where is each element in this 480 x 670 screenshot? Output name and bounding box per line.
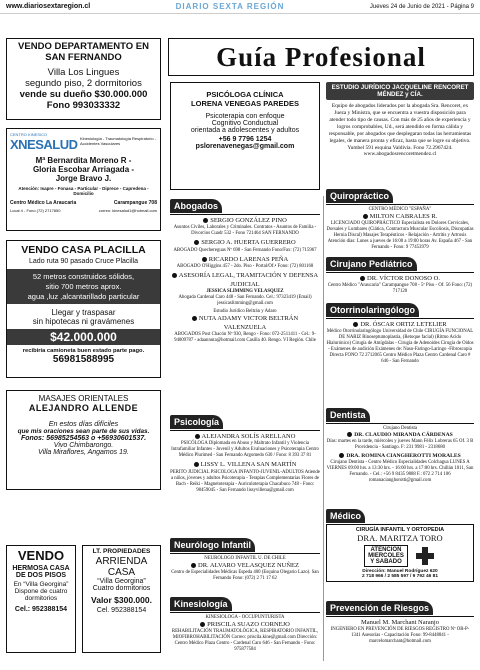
neurologo-sub: NEUROLOGO INFANTIL U. DE CHILE bbox=[204, 556, 286, 561]
casa-placilla-sub: Lado ruta 90 pasado Cruce Placilla bbox=[29, 258, 138, 265]
dentista-header: Dentista bbox=[326, 408, 370, 422]
section-psicologia bbox=[170, 412, 320, 494]
kinesalud-tagline: Kinesiología - Traumatología Respiratorio - Accidentes Vasculares bbox=[80, 136, 157, 146]
kinesalud-staff-3: Jorge Bravo J. bbox=[55, 174, 112, 183]
section-kinesiologia bbox=[170, 594, 320, 653]
masajes-l1: En estos días difíciles bbox=[48, 419, 119, 428]
arrienda-l5: Cuatro dormitorios bbox=[92, 585, 151, 592]
kinesalud-staff-1: Mª Bernardita Moreno R - bbox=[35, 156, 132, 165]
ad-department-l3: vende su dueño $30.000.000 bbox=[19, 88, 148, 100]
dentista-cianghherotti-detail: Cirujano Dentista - Centro Médico Especialidades Colchagua LUNES A VIERNES 09:00 hrs. a 13:30 hrs. - 16:00 hrs. a 17:00 hrs. Chillán 1011, San Fernando. - Cel.: +56 9 8435 9888 F.: 072 2 714 106 romanacianghorotti@gmail.com bbox=[326, 460, 474, 484]
vendo-title: VENDO bbox=[17, 548, 65, 563]
masajes-l4: Vivo Chimbarongo. bbox=[53, 442, 114, 449]
dentista-miranda: DR. CLAUDIO MIRANDA CÁRDENAS bbox=[326, 432, 474, 439]
section-riesgos bbox=[326, 598, 474, 645]
vendo-phone: Cel.: 952388154 bbox=[14, 606, 68, 613]
masajes-phones: Fonos: 56985254563 o +56930601537. bbox=[20, 435, 147, 442]
arrienda-price: Valor $300.000. bbox=[91, 595, 152, 605]
quiropractico-header: Quiropráctico bbox=[326, 189, 393, 203]
dentista-miranda-detail: Días: martes en la tarde, miércoles y jueves Mann Félix Lobreras 65 Of. 3 B Providencia - Santiago. F: 231 9981 - 2318680 bbox=[326, 439, 474, 451]
ad-masajes bbox=[6, 390, 161, 490]
estudio-web[interactable]: www.abogadosrencoretmendez.cl bbox=[363, 151, 437, 158]
kinesalud-attention: Atención: Isapre - Fonasa - Particular - Diprece - Capredena - Domicilio bbox=[18, 186, 149, 196]
abogado-gonzalez: SERGIO GONZÁLEZ PINO bbox=[170, 217, 320, 225]
masajes-l5: Villa Miraflores, Angamos 19. bbox=[38, 449, 129, 456]
bullet-icon bbox=[172, 273, 177, 278]
psico-clinica-email[interactable]: pslorenavenegas@gmail.com bbox=[195, 143, 295, 150]
masajes-l2: que mis oraciones sean parte de sus vidas. bbox=[17, 428, 150, 435]
estudio-addr: Yumbel 591 esquina Valdivia. Fono 72.2967424. bbox=[347, 145, 453, 152]
kinesalud-street: Carampangue 708 bbox=[113, 200, 157, 206]
casa-placilla-note: recibiría camioneta buen estado parte pago. bbox=[22, 348, 145, 355]
ad-arrienda bbox=[82, 545, 161, 653]
ad-department-phone: Fono 993033332 bbox=[46, 99, 121, 111]
vendo-l1: HERMOSA CASA bbox=[12, 565, 70, 572]
cross-icon bbox=[414, 545, 436, 567]
neurologo-header: Neurólogo Infantil bbox=[170, 538, 255, 552]
neurologo-velasquez: DR. ALVARO VELASQUEZ NUÑEZ bbox=[170, 562, 320, 570]
riesgos-detail: INGENIERO EN PREVENCIÓN DE RIESGOS REGISTRO Nº OR-P-1341 Asesorías - Capacitación Fono: 99-8448841 - marcelomarchant@hotmail.com bbox=[330, 627, 470, 645]
medico-phones: 2 718 966 / 2 585 597 / 9 792 46 81 bbox=[361, 574, 439, 579]
section-cirujano bbox=[326, 254, 474, 295]
guide-title-bar bbox=[168, 38, 474, 76]
casa-placilla-price: $42.000.000 bbox=[7, 329, 160, 345]
dentista-cianghherotti: DRA. ROMINA CIANGHEROTTI MORALES bbox=[326, 453, 474, 460]
medico-header: Médico bbox=[326, 509, 365, 523]
ad-kinesalud bbox=[6, 128, 161, 231]
arrienda-phone: Cel. 952388154 bbox=[96, 607, 147, 614]
arrienda-l4: “Villa Georgina” bbox=[97, 578, 146, 585]
abogado-huerta-detail: ABOGADO Quechereguas Nº 698 - San Fernando Fono/Fax: (72) 715967 bbox=[173, 247, 317, 253]
dentista-miranda-top: Cirujano Dentista bbox=[383, 426, 417, 431]
vendo-l4: Dispone de cuatro bbox=[14, 588, 68, 595]
bullet-icon bbox=[194, 240, 199, 245]
site-url[interactable]: www.diariosextaregion.cl bbox=[6, 3, 91, 10]
casa-placilla-title: VENDO CASA PLACILLA bbox=[21, 244, 146, 256]
medico-dias-1: MIERCOLES bbox=[368, 553, 404, 559]
psico-clinica-l2: Cognitivo Conductual bbox=[211, 120, 279, 127]
masajes-title-2: ALEJANDRO ALLENDE bbox=[28, 403, 139, 413]
ad-psicologa-clinica bbox=[170, 82, 320, 190]
section-abogados bbox=[170, 196, 320, 344]
page-date: Jueves 24 de Junio de 2021 - Página 9 bbox=[369, 3, 474, 10]
section-otorrino bbox=[326, 300, 474, 365]
arrienda-l2: ARRIENDA bbox=[95, 556, 148, 567]
psico-clinica-t2: LORENA VENEGAS PAREDES bbox=[191, 99, 299, 108]
kinesiologia-detail: REHABILITACIÓN TRAUMATOLÓGICA, RESPIRATORIO INFANTIL, MIOFIBROHABILITACIÓN Correo: priscila.kine@gmail.com Dirección: Centro Médico Plaza Centro - Cardenal Caro 646 - San Fernando - Fono: 975877584 bbox=[171, 629, 319, 653]
medico-atencion: ATENCIÓN bbox=[370, 547, 402, 553]
ad-vendo-casa bbox=[6, 545, 76, 653]
casa-placilla-d3: agua ,luz ,alcantarillado particular bbox=[27, 291, 140, 301]
estudio-text: Equipo de abogados liderados por la abogada Sra. Rencoret, ex Jueza y Ministra, que se encuentra a vuestra disposición para atender todo tipo de causas. Con más de 25 años de experiencia y logros comprobables, Ud., será atendido en forma cálida y responsable, por abogados que desplegaran todas las herramientas legales, de manera pronta y eficaz, hasta que se logre su objetivo. bbox=[328, 103, 472, 145]
kinesalud-email[interactable]: correo: kinesalud1@hotmail.com bbox=[98, 208, 157, 213]
psico-clinica-l1: Psicoterapia con enfoque bbox=[205, 113, 285, 120]
casa-placilla-phone: 56981588995 bbox=[52, 354, 115, 366]
abogado-gonzalez-detail: Asuntos Civiles, Laborales y Criminales. Contratos - Asuntos de Familia - Divorcios Cuadr 532 - Fono 721464 SAN FERNANDO bbox=[173, 225, 317, 237]
casa-placilla-d4: Llegar y traspasar bbox=[51, 308, 116, 318]
psicologa-villena-detail: PERITO JUDICIAL PSICOLOGA INFANTO-JUVENIL-ADULTOS Atiende a niños, jóvenes y adultos Psicoterapia - Terapias Complementarias Flores de Bach - Reiki - Magnetoterapia - Auriculoterapia Chacabuco 748 - Fono: 98459045 - San Fernando lissyvillena@gmail.com bbox=[170, 469, 320, 493]
bullet-icon bbox=[200, 622, 205, 627]
bullet-icon bbox=[360, 276, 365, 281]
section-neurologo bbox=[170, 535, 320, 582]
medico-dir: Dirección: Manuel Rodríguez 620 bbox=[362, 569, 438, 574]
kinesalud-local: Local 4 - Fono (72) 2717850 bbox=[10, 208, 61, 213]
medico-name: DRA. MARITZA TORO bbox=[357, 533, 443, 543]
ad-department-l1: Villa Los Lingues bbox=[47, 66, 120, 78]
quiropractico-cabrales: MILTON CABRALES R. bbox=[326, 213, 474, 221]
guide-title: Guía Profesional bbox=[216, 41, 426, 72]
arrienda-l1: LT. PROPIEDADES bbox=[92, 548, 151, 555]
cirujano-detail: Centro Médico "Araucaria" Carampangue 708 - 5º Piso - Of. 56 Fono: (72) 717120 bbox=[327, 283, 473, 295]
abogado-larenas-detail: ABOGADO O'Higgins 457 - 2do. Piso - Portal/Of.• Fono: (72) 801168 bbox=[176, 264, 314, 270]
abogado-slimming-sub: JESSICA SLIMMING VELASQUEZ bbox=[206, 289, 284, 295]
kinesalud-staff-2: Gloria Escobar Arriagada - bbox=[32, 165, 135, 174]
otorrino-detail: Médico Otorrinolaringólogo Universidad de Chile CIRUGÍA FUNCIONAL DE NARIZ Rinoseptumoplastía, (Retoque facial) (Ritmo Acido Hialurónico) Cirugía de Amígdalas - Cirugía de Adenoides Cirugía de Oídos - Exámenes de audición Exámenes de: Naso-Faringo-Laringo -Fibroscopia Directa FONO 72 2712065 Centro Médico Plaza Centro Cardenal Caro # 646 - San Fernando bbox=[326, 329, 474, 365]
page-header bbox=[0, 0, 480, 14]
bullet-icon bbox=[203, 218, 208, 223]
kinesiologia-header: Kinesiología bbox=[170, 597, 232, 611]
medico-dias-2: Y SABADO bbox=[370, 559, 402, 565]
kinesiologia-sub: KINESIOLOGA - OCCUPUNTURISTA bbox=[205, 615, 285, 620]
cirujano-donoso: DR. VÍCTOR DONOSO O. bbox=[326, 275, 474, 283]
psicologa-solis: ALEJANDRA SOLÍS ARELLANO bbox=[170, 433, 320, 441]
psico-clinica-t1: PSICÓLOGA CLÍNICA bbox=[206, 90, 284, 99]
section-estudio-juridico bbox=[326, 82, 474, 157]
bullet-icon bbox=[192, 316, 197, 321]
masthead: DIARIO SEXTA REGIÓN bbox=[175, 2, 285, 11]
casa-placilla-details bbox=[7, 269, 160, 304]
ad-department-title: VENDO DEPARTAMENTO EN SAN FERNANDO bbox=[18, 41, 149, 63]
otorrino-ortiz: DR. ÓSCAR ORTIZ LETELIER bbox=[326, 321, 474, 329]
estudio-beltran: Estudio Jurídico Beltrán y Adaro bbox=[213, 309, 277, 315]
psico-clinica-l3: orientada a adolescentes y adultos bbox=[190, 127, 300, 134]
vendo-l3: En “Villa Georgina” bbox=[13, 581, 69, 588]
riesgos-marchant: Manuel M. Marchant Naranjo bbox=[361, 619, 439, 626]
casa-placilla-d2: sitio 700 metros aprox. bbox=[45, 281, 122, 291]
casa-placilla-d5: sin hipotecas ni gravámenes bbox=[32, 317, 135, 327]
quiropractico-detail: LICENCIADO QUIROPRÁCTICO Especialista en Dolores Cervicales, Dorsales y Lumbares (Ciática, Contractura Muscular Escoliosis, Discopatías Hernia Discal) Masajes Terapéuticos - Relajación - Artritis y Artrosis Atención días: Lunes a jueves de 16:00 a 19:00 horas Av. España 467 - San Fernando - Fono: 9 77453979 bbox=[326, 221, 474, 251]
bullet-icon bbox=[363, 214, 368, 219]
abogado-beltran-detail: ABOGADOS Post Chacón Nº 930, Rengo - Fono: 072-2511411 - Cel.: 9-94009787 - adaannuta@hotmail.com Casilla 40. Rengo. VI Región. Chile bbox=[174, 331, 316, 343]
cirujano-header: Cirujano Pediátrico bbox=[326, 257, 417, 271]
bullet-icon bbox=[194, 462, 199, 467]
bullet-icon bbox=[347, 432, 352, 437]
abogado-huerta: SERGIO A. HUERTA GUERRERO bbox=[170, 239, 320, 247]
section-medico bbox=[326, 506, 474, 582]
psicologa-solis-detail: PSICÓLOGA Diplomada en Abuso y Maltrato Infantil y Violencia Intrafamiliar Infantes - Juvenil y Adultos Evaluaciones y Psicoterapia Centro Médico Plurimed - San Fernando Argomedo 630 / Fono: 8 393 37 81 bbox=[171, 441, 319, 459]
estudio-banner: ESTUDIO JURÍDICO JACQUELINE RENCORET MÉNDEZ y CÍA. bbox=[326, 82, 474, 100]
bullet-icon bbox=[202, 257, 207, 262]
abogados-header: Abogados bbox=[170, 199, 222, 213]
vendo-l5: dormitorios bbox=[24, 595, 58, 602]
abogado-slimming-detail: Abogada Cardenal Caro 448 - San Fernando. Cel.: 97323419 (Email) jessicaslimming@gmail.com bbox=[178, 295, 312, 307]
abogado-larenas: RICARDO LARENAS PEÑA bbox=[170, 256, 320, 264]
otorrino-header: Otorrinolaringólogo bbox=[326, 303, 419, 317]
masajes-title-1: MASAJES ORIENTALES bbox=[38, 394, 129, 403]
riesgos-header: Prevención de Riesgos bbox=[326, 601, 433, 615]
abogado-beltran: NUTA ADAMY VICTOR BELTRÁN VALENZUELA bbox=[170, 315, 320, 332]
bullet-icon bbox=[195, 434, 200, 439]
ad-department-l2: segundo piso, 2 dormitorios bbox=[25, 77, 142, 89]
vendo-l2: DE DOS PISOS bbox=[15, 572, 67, 579]
psicologa-villena: LISSY L. VILLENA SAN MARTÍN bbox=[170, 461, 320, 469]
section-quiropractico bbox=[326, 186, 474, 251]
arrienda-l3: CASA bbox=[107, 567, 136, 578]
bullet-icon bbox=[339, 453, 344, 458]
abogado-slimming: ASESORÍA LEGAL, TRAMITACIÓN Y DEFENSA JUDICIAL bbox=[170, 272, 320, 289]
kinesiologa-suazo: PRISCILA SUAZO CORNEJO bbox=[170, 621, 320, 629]
medico-sub: CIRUGÍA INFANTIL Y ORTOPEDIA bbox=[355, 527, 445, 533]
section-dentista bbox=[326, 405, 474, 484]
quiropractico-sub: CENTRO MÉDICO "ESPAÑA" bbox=[368, 207, 432, 212]
psico-clinica-phone: +56 9 7796 1254 bbox=[218, 136, 272, 143]
bullet-icon bbox=[191, 563, 196, 568]
kinesalud-center: Centro Médico La Araucaria bbox=[10, 200, 77, 206]
ad-department bbox=[6, 38, 161, 120]
column-divider bbox=[323, 196, 324, 661]
ad-casa-placilla bbox=[6, 240, 161, 378]
psicologia-header: Psicología bbox=[170, 415, 223, 429]
casa-placilla-d1: 52 metros construidos sólidos, bbox=[32, 272, 135, 281]
kinesalud-logo: XNESALUD bbox=[10, 137, 78, 152]
neurologo-detail: Centro de Especialidades Médicas Espeda 400 (Esquina Olegario Lazo). San Fernando Fono: (072) 2 71 17 62 bbox=[171, 570, 319, 582]
kinesalud-logo-top: CENTRO KINESICO bbox=[10, 132, 48, 137]
bullet-icon bbox=[353, 322, 358, 327]
